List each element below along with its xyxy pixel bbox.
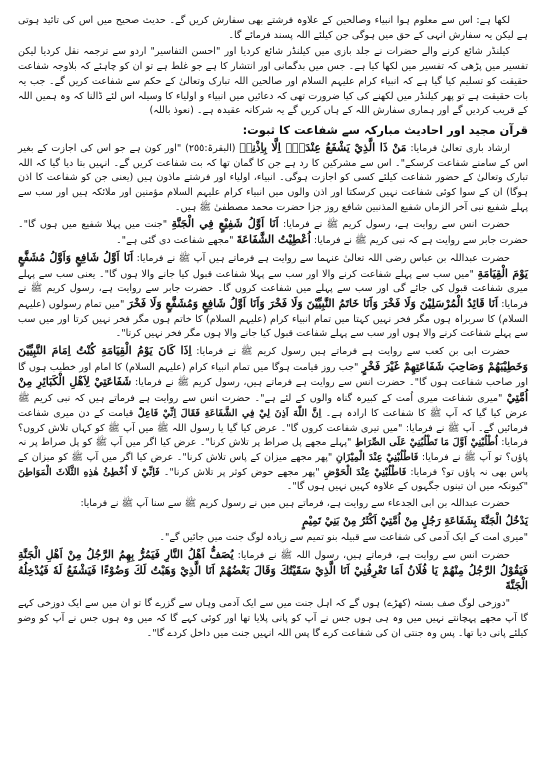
text-span: "جنت میں پہلا شفیع میں ہوں گا"۔ حضرت جابر سے روایت ہے کہ نبی کریم ﷺ نے فرمایا: — [18, 219, 528, 247]
text-span: حضرت عبداللہ بن عباس رضی اللہ تعالیٰ عنہما سے روایت ہے فرماتے ہیں آپ ﷺ نے فرمایا: — [136, 252, 510, 264]
paragraph-hadith-ibn-abbas — [18, 251, 528, 342]
arabic-hadith: اُعْطِيْتُ الشَّفَاعَةَ — [236, 233, 311, 247]
text-span: "میری شفاعت میری اُمت کے کبیرہ گناہ والوں کے لئے ہے"۔ حضرت انس سے روایت ہے فرماتے ہیں کہ نبی کریم ﷺ عرض کیا گیا کہ آپ ﷺ کا شفاعت کا ارادہ ہے۔ — [18, 393, 529, 419]
arabic-hadith: يُصَفُّ اَهْلُ النَّارِ فَيَمُرُّ بِهِمُ الرَّجُلُ مِنْ اَهْلِ الْجَنَّةِ فَيَقُوْلُ الرَّجُلُ مِنْهُمْ يَا فُلَانُ اَمَا تَعْرِفُنِيْ اَنَا الَّذِيْ سَقَيْتُكَ وَقَالَ بَعْضُهُمْ اَنَا الَّذِيْ وَهَبْتُ لَكَ وَضُوْءًا فَيَشْفَعُ لَهٗ فَيُدْخِلُهُ الْجَنَّةَ — [18, 548, 528, 593]
text-span: "میں سب سے پہلے شفاعت کرنے والا اور سب سے پہلا شفاعت قبول کیا جانے والا ہوں گا"۔ یعنی سب سے پہلے میری شفاعت قبول کی جائے گی اور سب سے پہلے میں شفاعت کروں گا۔ حضرت جابر سے روایت ہے، رسول کریم ﷺ نے فرمایا: — [18, 268, 528, 310]
arabic-hadith: اَنَا اَوَّلُ شَافِعٍ وَاَوَّلُ مُشَفَّعٍ يَوْمَ الْقِيَامَةِ — [18, 250, 528, 280]
text-span: "جب روز قیامت ہوگا میں تمام انبیاء کرام (علیہم السلام) کا امام اور خطیب ہوں گا اور صاحب شفاعت ہوں گا"۔ حضرت انس سے روایت ہے فرماتے ہیں، رسول کریم ﷺ نے فرمایا: — [18, 361, 528, 389]
paragraph-hadith-anas — [18, 217, 528, 248]
text-span: حضرت عبداللہ بن ابی الجدعاء سے روایت ہے، فرماتے ہیں میں نے رسول کریم ﷺ سے سنا آپ ﷺ نے فرمایا: — [80, 498, 510, 510]
text-span: حضرت انس سے روایت ہے، رسول کریم ﷺ نے فرمایا: — [282, 219, 510, 231]
text-span: قیامت کے دن میری شفاعت فرمائیں گے۔ آپ ﷺ نے فرمایا: "میں تیری شفاعت کروں گا"۔ عرض کیا گیا یا رسول اللہ ﷺ میں آپ ﷺ کو کہاں تلاش کروں؟ فرمایا: — [18, 407, 528, 449]
text-span: "کیونکہ میں ان تینوں جگہوں کے علاوہ کہیں نہیں ہوں گا"۔ — [286, 481, 528, 493]
paragraph-calendar — [18, 45, 528, 119]
text-span: (البقرۃ:٢٥٥) "اور کون ہے جو اس کی اجازت کے بغیر اس کے سامنے شفاعت کرسکے"۔ اس سے مشرکین کا رد ہے جن کا گمان تھا کہ بت شفاعت کریں گے۔ انہیں بتا دیا گیا کہ اللہ تبارک وتعالیٰ کے حضور شفاعت کیلئے کسی کو اجازت ہوگی۔ انبیاء، اولیاء اور فرشتے ماذون ہیں (یعنی جن کو شفاعت کا اذن ہوگا) ان کے سوا کوئی شفاعت نہیں کرسکتا اور اذن والوں میں انبیاء کرام علیہم السلام مؤمنین اور ملائکہ ہیں اور سب سے پہلے شفیع نبی آخر الزماں شفیع المذنبین شافع روز جزا حضرت محمد مصطفیٰ ﷺ ہیں۔ — [18, 142, 528, 213]
arabic-hadith: اَنَا اَوَّلُ شَفِيْعٍ فِي الْجَنَّةِ — [171, 217, 279, 231]
paragraph-intro — [18, 14, 528, 43]
arabic-hadith: اِنَّ اللّٰهَ اَذِنَ لِيْ فِي الشَّفَاعَةِ فَقَالَ اِنِّيْ فَاعِلٌ — [137, 407, 322, 419]
text-span: "میری امت کے ایک آدمی کی شفاعت سے قبیلہ بنو تمیم سے زیادہ لوگ جنت میں جائیں گے"۔ — [159, 532, 528, 544]
text-span: حضرت ابی بن کعب سے روایت ہے فرماتے ہیں رسول کریم ﷺ نے فرمایا: — [196, 346, 510, 358]
paragraph-quran — [18, 141, 528, 216]
arabic-hadith: فَاطْلُبْنِيْ عِنْدَ الْمِيْزَانِ — [335, 451, 419, 463]
section-heading: قرآن مجید اور احادیث مبارکہ سے شفاعت کا ثبوت: — [242, 122, 528, 137]
text-span: ارشاد باری تعالیٰ فرمایا: — [410, 142, 510, 154]
paragraph-hadith-ubayy — [18, 344, 528, 495]
text-span: "پھر مجھے حوض کوثر پر تلاش کرنا"۔ — [163, 466, 320, 478]
text-span: "میں تمام رسولوں (علیہم السلام) کا سربراہ ہوں مگر فخر نہیں کہتا میں تمام انبیاء کرام (علیہم السلام) کا خاتم ہوں مگر فخر نہیں کرتا اور میں سب سے پہلے شفاعت کرنے والا ہوں اور سب سے پہلے شفاعت قبول کیا جانے والا ہوں مگر فخر نہیں کرتا"۔ — [18, 298, 528, 340]
text-span: "پہلے مجھے پل صراط پر تلاش کرنا"۔ عرض کیا اگر میں آپ ﷺ کو پل صراط پر نہ پاؤں؟ تو آپ ﷺ نے فرمایا: — [18, 437, 528, 463]
arabic-hadith: شَفَاعَتِيْ لِاَهْلِ الْكَبَائِرِ مِنْ اُمَّتِيْ — [18, 375, 528, 405]
arabic-hadith: فَاِنِّيْ لَا اُخْطِئُ هٰذِهِ الثَّلَاثَ الْمَوَاطِنَ — [18, 466, 160, 478]
text-span: "مجھے شفاعت دی گئی ہے"۔ — [116, 235, 234, 247]
text-span: "پھر مجھے میزان کے پاس تلاش کرنا"۔ عرض کیا اگر میں آپ ﷺ کو میزان کے پاس بھی نہ پاؤں تو؟ فرمایا: — [18, 451, 528, 478]
arabic-verse: مَنْ ذَا الَّذِيْ يَشْفَعُ عِنْدَهٗۤ اِلَّا بِاِذْنِهٖ — [239, 140, 407, 154]
paragraph-translation-final — [18, 597, 528, 641]
arabic-hadith: اُطْلُبْنِيْ اَوَّلَ مَا تَطْلُبُنِيْ عَلَى الصِّرَاطِ — [354, 437, 498, 449]
text-span: "دوزخی لوگ صف بستہ (کھڑے) ہوں گے کہ اہل جنت میں سے ایک آدمی وہاں سے گزرے گا تو ان میں سے ایک دوزخی کہے گا آپ مجھے پہچانتے نہیں میں وہ ہی ہوں جس نے آپ کو پانی پلایا تھا اور کوئی کہے گا کہ میں وہ ہوں جس نے آپ کو وضو کیلئے پانی دیا تھا۔ پس وہ جنتی ان کی شفاعت کرے گا پس اللہ انہیں جنت میں داخل کردے گا"۔ — [18, 598, 528, 639]
arabic-hadith: اَنَا قَائِدُ الْمُرْسَلِيْنَ وَلَا فَخْرَ وَاَنَا خَاتَمُ النَّبِيِّيْنَ وَلَا فَخْرَ وَاَنَا اَوَّلُ شَافِعٍ وَمُشَفَّعٍ وَلَا فَخْرَ — [127, 296, 499, 310]
arabic-hadith-line: يَدْخُلُ الْجَنَّةَ بِشَفَاعَةِ رَجُلٍ مِنْ اُمَّتِيْ اَكْثَرُ مِنْ بَنِيْ تَمِيْمٍ — [302, 514, 528, 527]
paragraph-hadith-anas-2 — [18, 548, 528, 595]
arabic-hadith: اِذَا كَانَ يَوْمُ الْقِيَامَةِ كُنْتُ اِمَامَ النَّبِيِّيْنَ وَخَطِيْبَهُمْ وَصَاحِبَ شَفَاعَتِهِمْ غَيْرَ فَخْرٍ — [18, 344, 528, 373]
text-span: کیلنڈر شائع کرنے والے حضرات نے جلد بازی میں کیلنڈر شائع کردیا اور "احسن التفاسیر" اردو سے ترجمہ نقل کردیا لیکن تفسیر میں پڑھی کہ تفسیر میں لکھا کیا ہے۔ جس میں بدگمانی اور انتشار کا ہے جو غلط ہے تو ان کو چاہئے کہ بلاوجہ شفاعت حقیقت کو تسلیم کیا گیا ہے کہ انبیاء کرام علیہم السلام اور صالحین اللہ تبارک وتعالیٰ کے حکم سے شفاعت کریں گے۔ جب یہ بات حقیقت ہے تو پھر کیلنڈر میں لکھنے کی کیا ضرورت تھی کہ دعائیں میں انبیاء و اولیاء کا وسیلہ اس لئے ڈالنا کہ وہ ہمیں اللہ کے قریب کردیں گے اور ہماری سفارش اللہ کے ہاں کریں گے یہ شرکانہ عقیدہ ہے۔ (نعوذ باللہ) — [18, 46, 528, 117]
arabic-hadith: فَاطْلُبْنِيْ عِنْدَ الْحَوْضِ — [323, 466, 407, 478]
paragraph-translation — [18, 531, 528, 546]
text-span: لکھا ہے: اس سے معلوم ہوا انبیاء وصالحین کے علاوہ فرشتے بھی سفارش کریں گے۔ حدیث صحیح میں اس کی تائید ہوتی ہے لیکن یہ سفارش انہی کے حق میں ہوگی جن کیلئے اللہ پسند فرمائے گا۔ — [18, 15, 528, 41]
paragraph-hadith-ibn-abi-jadaa — [18, 497, 528, 512]
text-span: حضرت انس سے روایت ہے، فرماتے ہیں، رسول اللہ ﷺ نے فرمایا: — [237, 550, 510, 561]
